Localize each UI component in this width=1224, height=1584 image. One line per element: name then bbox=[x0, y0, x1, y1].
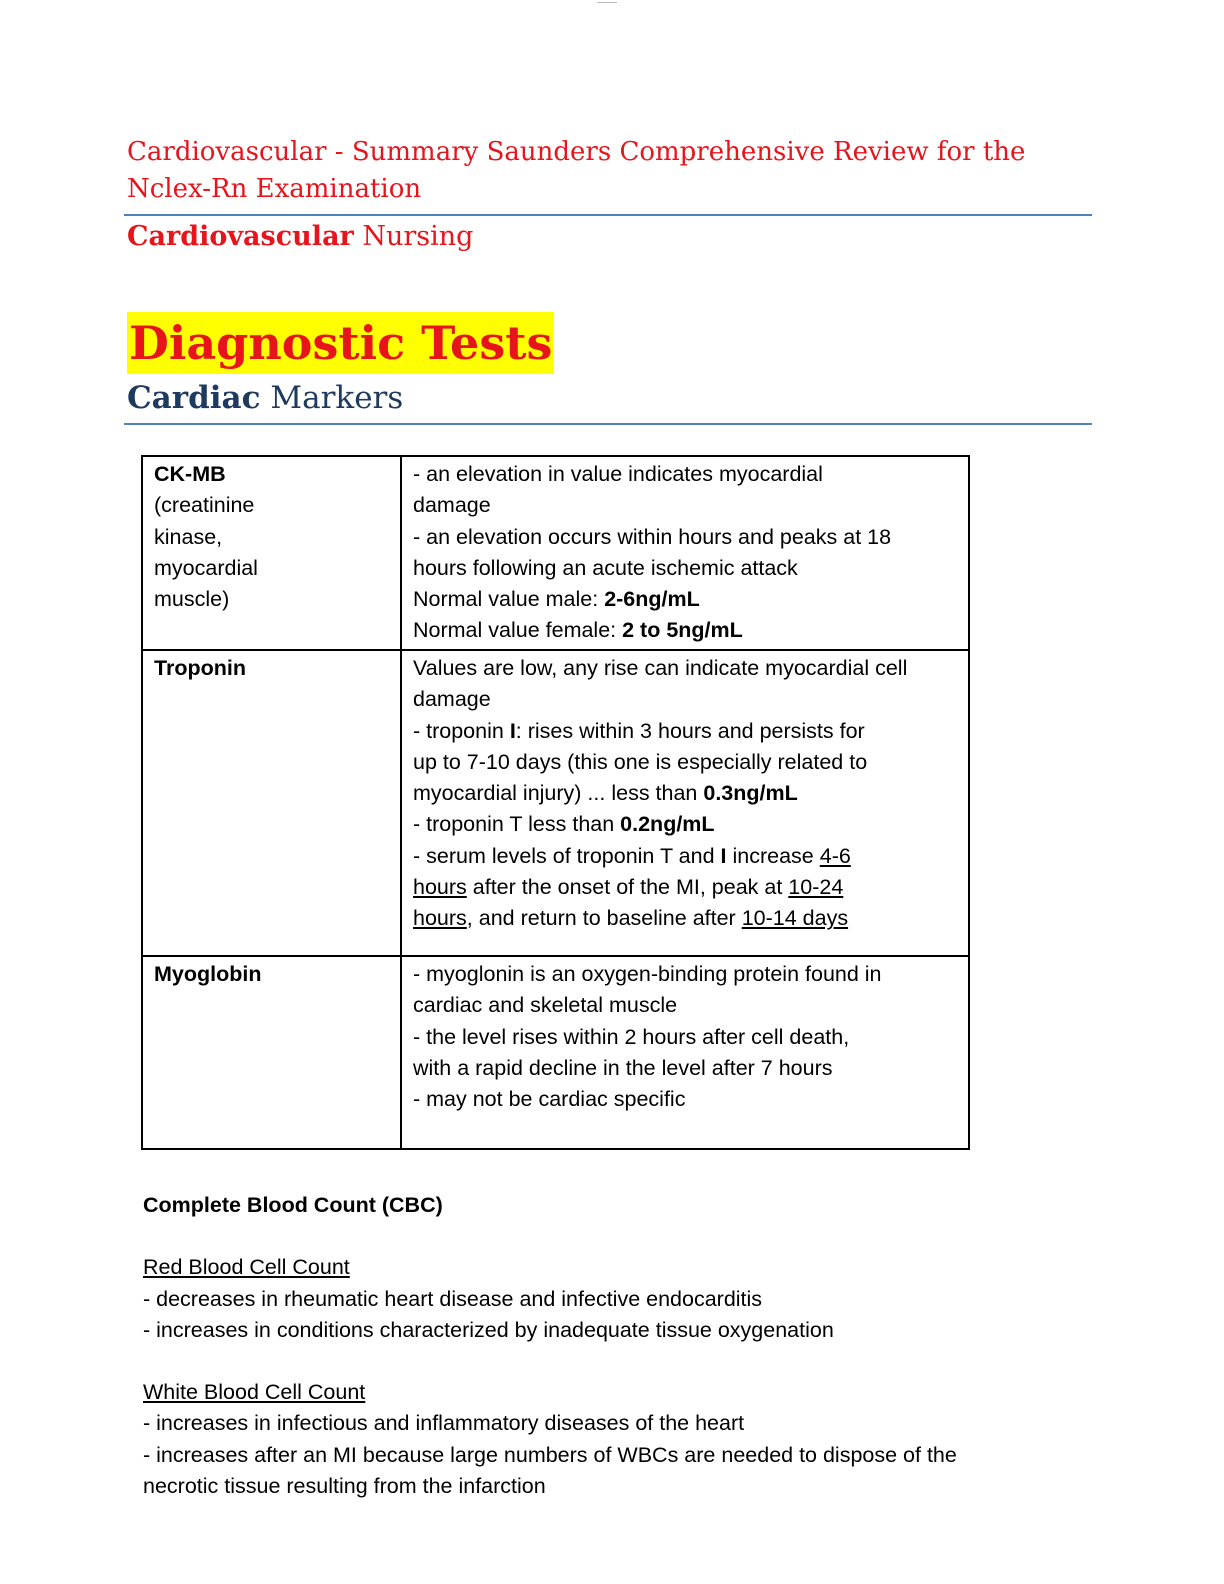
text-run-bold: 0.2ng/mL bbox=[620, 812, 715, 837]
description-line: - may not be cardiac specific bbox=[413, 1087, 686, 1112]
list-item: - decreases in rheumatic heart disease and infective endocarditis bbox=[143, 1286, 763, 1311]
text-run: - serum levels of troponin T and bbox=[413, 843, 721, 868]
marker-name-detail: myocardial bbox=[154, 555, 258, 580]
normal-female-value: 2 to 5ng/mL bbox=[622, 618, 743, 643]
marker-name-detail: (creatinine bbox=[154, 493, 255, 518]
text-run: - troponin T less than bbox=[413, 812, 621, 837]
normal-male-label: Normal value male: bbox=[413, 587, 605, 612]
subsection-divider bbox=[124, 423, 1092, 425]
text-run: , and return to baseline after bbox=[466, 906, 742, 931]
marker-description-cell bbox=[401, 650, 969, 956]
description-line: damage bbox=[413, 493, 491, 518]
rbc-heading-text: Red Blood Cell Count bbox=[143, 1255, 350, 1280]
text-run: after the onset of the MI, peak at bbox=[466, 875, 789, 900]
list-item: - increases in infectious and inflammatory diseases of the heart bbox=[143, 1411, 745, 1436]
normal-male-value: 2-6ng/mL bbox=[604, 587, 700, 612]
description-line: - an elevation occurs within hours and peaks at 18 bbox=[413, 524, 892, 549]
subsection-rest: Markers bbox=[260, 380, 404, 416]
description-line bbox=[413, 778, 962, 809]
wbc-heading-text: White Blood Cell Count bbox=[143, 1380, 366, 1405]
description-line: - an elevation in value indicates myocardial bbox=[413, 462, 823, 486]
text-run-underline: 10-14 days bbox=[741, 906, 849, 931]
wbc-heading bbox=[143, 1377, 1103, 1408]
description-line: up to 7-10 days (this one is especially related to bbox=[413, 749, 868, 774]
marker-description-cell bbox=[401, 456, 969, 650]
text-run-bold: 0.3ng/mL bbox=[703, 781, 798, 806]
description-line bbox=[413, 716, 962, 747]
subtitle-rest: Nursing bbox=[353, 221, 474, 252]
document-subtitle bbox=[127, 218, 473, 256]
table-row bbox=[142, 456, 969, 650]
text-run: myocardial injury) ... less than bbox=[413, 781, 704, 806]
text-run: : rises within 3 hours and persists for bbox=[515, 718, 865, 743]
marker-name: CK-MB bbox=[154, 462, 226, 486]
list-item: - increases after an MI because large numbers of WBCs are needed to dispose of the bbox=[143, 1442, 957, 1467]
description-line bbox=[413, 841, 962, 872]
description-line: Values are low, any rise can indicate myocardial cell bbox=[413, 656, 908, 680]
marker-name: Troponin bbox=[154, 656, 246, 680]
table-row bbox=[142, 956, 969, 1149]
text-run-underline: 4-6 bbox=[819, 843, 851, 868]
text-run-underline: hours bbox=[413, 875, 467, 900]
description-line: with a rapid decline in the level after 7 hours bbox=[413, 1055, 833, 1080]
list-item: - increases in conditions characterized by inadequate tissue oxygenation bbox=[143, 1317, 834, 1342]
table-row bbox=[142, 650, 969, 956]
cardiac-markers-table bbox=[141, 455, 970, 1150]
subtitle-bold: Cardiovascular bbox=[127, 221, 354, 252]
description-line bbox=[413, 872, 962, 903]
description-line: hours following an acute ischemic attack bbox=[413, 555, 798, 580]
description-line bbox=[413, 584, 962, 615]
subsection-bold: Cardiac bbox=[127, 380, 261, 416]
description-line: - the level rises within 2 hours after cell death, bbox=[413, 1024, 850, 1049]
spacer bbox=[143, 1221, 1103, 1252]
spacer bbox=[143, 1346, 1103, 1377]
description-line: cardiac and skeletal muscle bbox=[413, 993, 678, 1018]
title-divider bbox=[124, 214, 1092, 216]
description-line: damage bbox=[413, 687, 491, 712]
text-run: increase bbox=[726, 843, 820, 868]
text-run-underline: hours bbox=[413, 906, 467, 931]
description-line bbox=[413, 903, 962, 934]
description-line: - myoglonin is an oxygen-binding protein found in bbox=[413, 962, 882, 986]
marker-description-cell bbox=[401, 956, 969, 1149]
text-run-bold: I bbox=[509, 718, 516, 743]
marker-name-cell bbox=[142, 956, 401, 1149]
text-run-bold: I bbox=[720, 843, 727, 868]
normal-female-label: Normal value female: bbox=[413, 618, 623, 643]
description-line bbox=[413, 809, 962, 840]
rbc-heading bbox=[143, 1252, 1103, 1283]
cbc-heading bbox=[143, 1190, 1103, 1221]
marker-name-detail: muscle) bbox=[154, 587, 230, 612]
document-title: Cardiovascular - Summary Saunders Comprehensive Review for the Nclex-Rn Examination bbox=[127, 137, 1026, 204]
marker-name: Myoglobin bbox=[154, 962, 262, 986]
cbc-section bbox=[143, 1190, 1103, 1502]
marker-name-cell bbox=[142, 456, 401, 650]
section-heading: Diagnostic Tests bbox=[127, 312, 554, 374]
description-line bbox=[413, 615, 962, 646]
marker-name-cell bbox=[142, 650, 401, 956]
text-run-underline: 10-24 bbox=[788, 875, 844, 900]
cbc-heading-text: Complete Blood Count (CBC) bbox=[143, 1193, 443, 1217]
text-run: - troponin bbox=[413, 718, 510, 743]
list-item: necrotic tissue resulting from the infarction bbox=[143, 1474, 546, 1499]
page-top-mark bbox=[597, 2, 617, 3]
marker-name-detail: kinase, bbox=[154, 524, 223, 549]
subsection-heading bbox=[127, 378, 403, 418]
